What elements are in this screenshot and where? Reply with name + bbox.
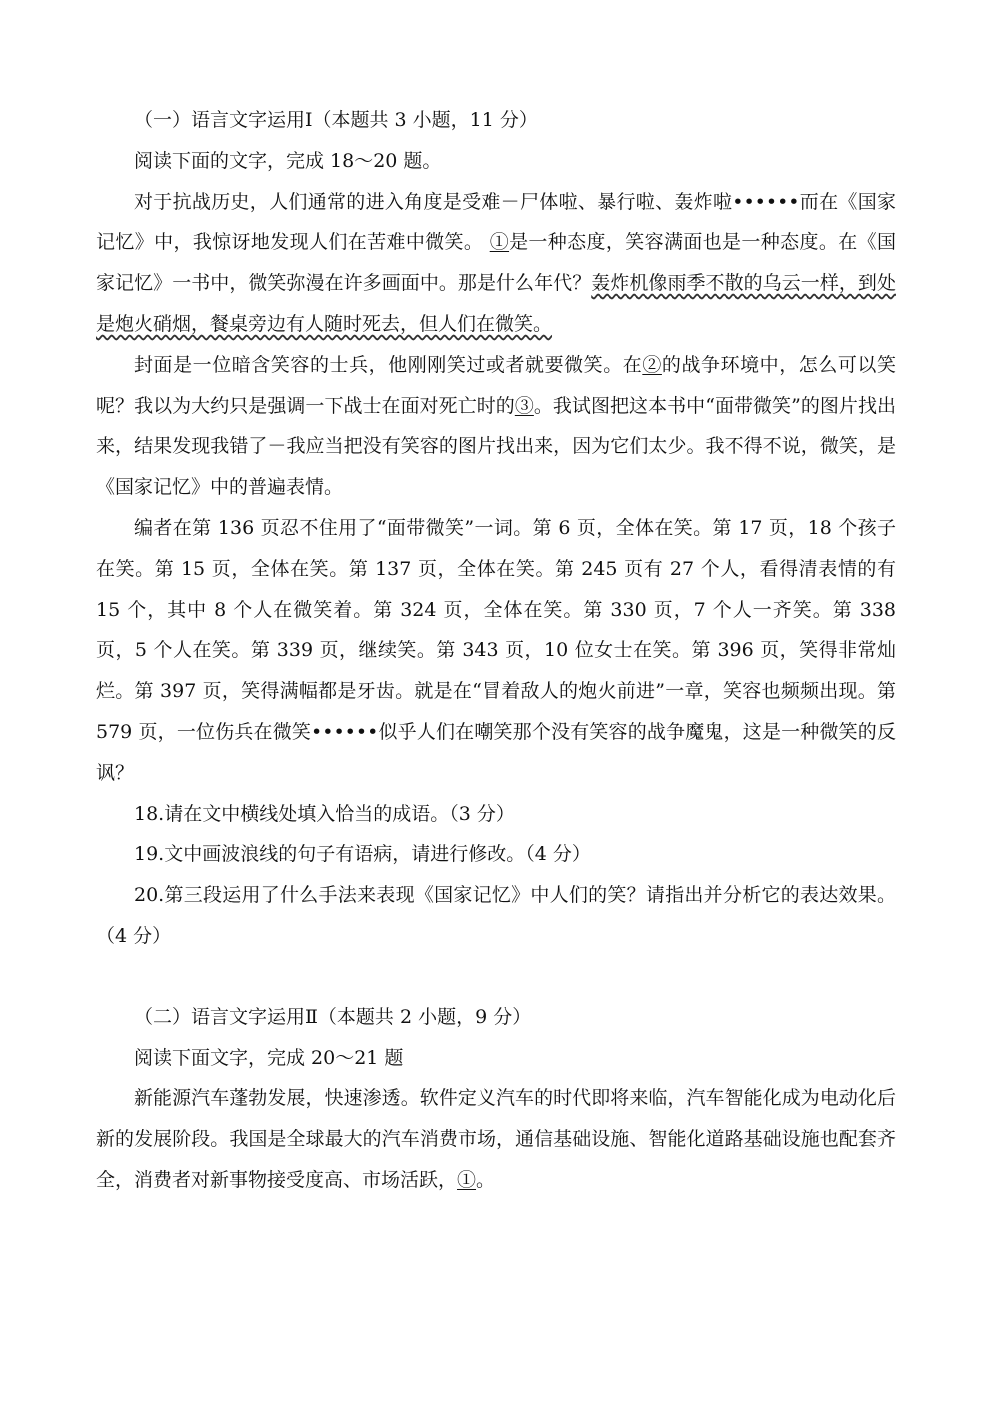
- section-gap: [96, 957, 896, 997]
- paragraph-1-text-a: 对于抗战历史，人们通常的进入角度是受难－尸体啦、暴行啦、轰炸啦••••••而在《国家记忆》中，我惊讶地发现人们在苦难中微笑。: [96, 190, 896, 254]
- blank-mark-3: ③: [514, 394, 534, 417]
- blank-mark-2: ②: [642, 353, 662, 376]
- document-page: [96, 100, 896, 1201]
- passage-paragraph-1: [96, 182, 896, 345]
- section-1-instruction: 阅读下面的文字，完成 18～20 题。: [134, 149, 442, 172]
- paragraph-2-text-c: 。我试图把这本书中“面带微笑”的图片找出来，结果发现我错了－我应当把没有笑容的图片找出来，因为它们太少。我不得不说，微笑，是《国家记忆》中的普遍表情。: [96, 394, 896, 499]
- section-2-text-a: 新能源汽车蓬勃发展，快速渗透。软件定义汽车的时代即将来临，汽车智能化成为电动化后新的发展阶段。我国是全球最大的汽车消费市场，通信基础设施、智能化道路基础设施也配套齐全，消费者对新事物接受度高、市场活跃，: [96, 1087, 896, 1191]
- section-2-paragraph-1: [96, 1078, 896, 1200]
- blank-mark-1: ①: [489, 231, 510, 254]
- passage-paragraph-3: 编者在第 136 页忍不住用了“面带微笑”一词。第 6 页，全体在笑。第 17 页，18 个孩子在笑。第 15 页，全体在笑。第 137 页，全体在笑。第 245 页有 27 个人，看得清表情的有 15 个，其中 8 个人在微笑着。第 324 页，全体在笑。第 330 页，7 个人一齐笑。第 338 页，5 个人在笑。第 339 页，继续笑。第 343 页，10 位女士在笑。第 396 页，笑得非常灿烂。第 397 页，笑得满幅都是牙齿。就是在“冒着敌人的炮火前进”一章，笑容也频频出现。第 579 页，一位伤兵在微笑••••••似乎人们在嘲笑那个没有笑容的战争魔鬼，这是一种微笑的反讽？: [96, 516, 896, 784]
- passage-paragraph-2: [96, 345, 896, 508]
- paragraph-2-text-b: 的战争环境中，怎么可以笑呢？我以为大约只是强调一下战士在面对死亡时的: [96, 353, 896, 417]
- paragraph-1-text-b: 是一种态度，笑容满面也是一种态度。在《国家记忆》一书中，微笑弥漫在许多画面中。那是什么年代？: [96, 231, 896, 295]
- section-1-heading: （一）语言文字运用Ⅰ（本题共 3 小题，11 分）: [134, 109, 538, 131]
- question-20: 20.第三段运用了什么手法来表现《国家记忆》中人们的笑？请指出并分析它的表达效果。（4 分）: [96, 884, 896, 947]
- section-2-instruction: 阅读下面文字，完成 20～21 题: [134, 1046, 404, 1069]
- question-19: 19.文中画波浪线的句子有语病，请进行修改。（4 分）: [134, 843, 591, 866]
- section-2-blank-mark-1: ①: [457, 1168, 477, 1191]
- section-2-text-b: 。: [476, 1168, 496, 1191]
- wavy-underlined-sentence: 轰炸机像雨季不散的乌云一样，到处是炮火硝烟，餐桌旁边有人随时死去，但人们在微笑。: [96, 272, 896, 335]
- paragraph-2-text-a: 封面是一位暗含笑容的士兵，他刚刚笑过或者就要微笑。在: [134, 353, 643, 376]
- section-2-heading: （二）语言文字运用Ⅱ（本题共 2 小题，9 分）: [134, 1005, 532, 1028]
- question-18: 18.请在文中横线处填入恰当的成语。（3 分）: [134, 802, 515, 825]
